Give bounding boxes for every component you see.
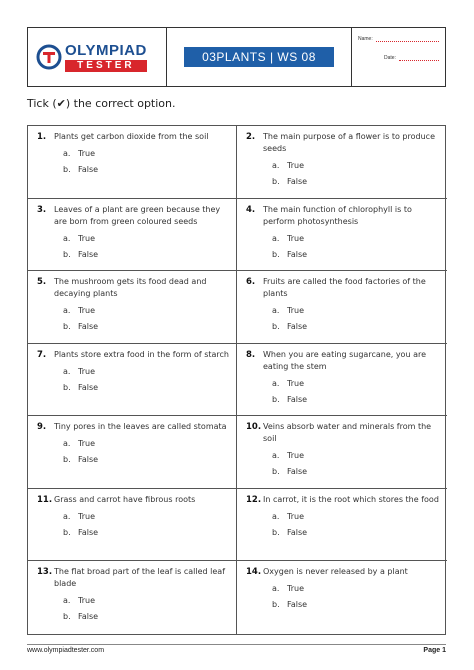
option-text: False — [78, 322, 99, 332]
question-text: Tiny pores in the leaves are called stomata — [54, 422, 227, 432]
option-text: True — [78, 306, 95, 316]
option-letter: b. — [63, 455, 71, 465]
question-number: 14. — [246, 567, 262, 578]
question-cell — [237, 126, 447, 199]
option-letter: a. — [63, 233, 71, 243]
option-letter: a. — [272, 378, 280, 388]
option-letter: b. — [272, 249, 280, 259]
option-true[interactable] — [63, 364, 230, 380]
options-list — [272, 376, 441, 408]
options-list — [63, 436, 230, 468]
option-false[interactable] — [63, 380, 230, 396]
question-number: 4. — [246, 204, 256, 215]
option-letter: b. — [272, 527, 280, 537]
option-text: True — [78, 596, 95, 606]
question-number: 13. — [37, 567, 53, 578]
name-field[interactable] — [358, 36, 439, 42]
option-text: False — [287, 177, 308, 186]
option-text: True — [287, 378, 304, 388]
option-text: False — [78, 249, 99, 259]
question-text: Plants store extra food in the form of starch — [54, 349, 230, 359]
question-cell — [237, 489, 447, 562]
question — [37, 349, 230, 361]
question-text: Plants get carbon dioxide from the soil — [54, 132, 209, 141]
option-text: True — [78, 511, 95, 521]
option-letter: a. — [63, 439, 71, 449]
option-letter: b. — [63, 612, 71, 622]
question-cell — [28, 344, 237, 417]
question — [246, 204, 441, 228]
option-false[interactable] — [272, 174, 441, 190]
question-text: The flat broad part of the leaf is called leaf blade — [54, 567, 226, 589]
question-text: When you are eating sugarcane, you are eating the stem — [263, 349, 427, 371]
option-false[interactable] — [63, 525, 230, 541]
question-number: 11. — [37, 494, 53, 505]
logo — [28, 28, 167, 86]
option-text: True — [78, 149, 95, 158]
option-letter: b. — [272, 600, 280, 610]
question-cell — [237, 561, 447, 634]
option-text: False — [287, 600, 308, 610]
options-list — [63, 364, 230, 396]
question-cell — [28, 489, 237, 562]
option-true[interactable] — [63, 146, 230, 162]
option-letter: a. — [272, 233, 280, 243]
question-text: Veins absorb water and minerals from the soil — [263, 422, 432, 444]
options-list — [63, 593, 230, 625]
option-false[interactable] — [272, 597, 441, 613]
option-letter: a. — [272, 306, 280, 316]
question-cell — [28, 416, 237, 489]
option-false[interactable] — [272, 319, 441, 335]
meta-cell — [352, 28, 445, 86]
question — [246, 566, 441, 578]
option-false[interactable] — [272, 392, 441, 408]
option-letter: a. — [272, 584, 280, 594]
worksheet-title: 03PLANTS | WS 08 — [184, 47, 334, 67]
question-text: Leaves of a plant are green because they are born from green coloured seeds — [54, 204, 221, 226]
olympiad-tester-logo-icon — [36, 44, 62, 70]
question — [37, 276, 230, 300]
question-number: 9. — [37, 422, 47, 433]
question-number: 2. — [246, 132, 256, 142]
option-text: True — [287, 584, 304, 594]
option-true[interactable] — [272, 231, 441, 247]
option-text: True — [287, 451, 304, 461]
options-list — [63, 146, 230, 178]
option-true[interactable] — [272, 303, 441, 319]
option-true[interactable] — [272, 158, 441, 174]
question — [246, 276, 441, 300]
question-text: Grass and carrot have fibrous roots — [54, 494, 196, 504]
option-text: True — [78, 233, 95, 243]
option-letter: b. — [272, 467, 280, 477]
question-text: The mushroom gets its food dead and decaying plants — [54, 277, 207, 299]
question — [246, 494, 441, 506]
question — [246, 421, 441, 445]
option-text: False — [287, 249, 308, 259]
question — [37, 131, 230, 143]
title-cell — [167, 28, 352, 86]
date-label: Date: — [384, 55, 396, 61]
option-text: False — [78, 612, 99, 622]
question-number: 5. — [37, 277, 47, 288]
options-list — [272, 509, 441, 541]
options-list — [63, 303, 230, 335]
option-text: True — [78, 366, 95, 376]
option-letter: a. — [63, 149, 71, 158]
option-text: False — [78, 382, 99, 392]
option-true[interactable] — [272, 509, 441, 525]
option-letter: a. — [272, 161, 280, 170]
options-list — [272, 231, 441, 263]
name-label: Name: — [358, 36, 373, 42]
question-cell — [237, 199, 447, 272]
option-text: False — [78, 165, 99, 174]
options-list — [63, 231, 230, 263]
option-false[interactable] — [63, 452, 230, 468]
question-text: In carrot, it is the root which stores the food — [263, 494, 439, 504]
option-letter: a. — [63, 511, 71, 521]
question-text: Fruits are called the food factories of the plants — [263, 277, 426, 299]
option-text: False — [78, 527, 99, 537]
option-text: False — [287, 467, 308, 477]
options-list — [272, 581, 441, 613]
option-letter: a. — [272, 511, 280, 521]
option-true[interactable] — [272, 376, 441, 392]
question — [37, 204, 230, 228]
option-false[interactable] — [272, 464, 441, 480]
option-letter: b. — [63, 382, 71, 392]
name-line — [376, 38, 439, 42]
options-list — [272, 448, 441, 480]
question-number: 3. — [37, 204, 47, 215]
option-true[interactable] — [272, 581, 441, 597]
question — [246, 131, 441, 155]
question — [246, 349, 441, 373]
option-text: True — [287, 233, 304, 243]
question-cell — [28, 126, 237, 199]
option-letter: b. — [63, 165, 71, 174]
options-list — [272, 158, 441, 190]
question-cell — [28, 199, 237, 272]
option-true[interactable] — [63, 303, 230, 319]
option-true[interactable] — [63, 436, 230, 452]
question-text: The main function of chlorophyll is to perform photosynthesis — [263, 204, 412, 226]
question-text: The main purpose of a flower is to produce seeds — [263, 132, 435, 153]
date-field[interactable] — [384, 55, 439, 61]
option-letter: b. — [63, 249, 71, 259]
option-letter: b. — [272, 394, 280, 404]
question-grid — [27, 125, 446, 635]
option-letter: b. — [63, 527, 71, 537]
option-letter: a. — [272, 451, 280, 461]
option-true[interactable] — [63, 593, 230, 609]
question-cell — [237, 416, 447, 489]
question — [37, 494, 230, 506]
question-number: 12. — [246, 494, 262, 505]
option-letter: a. — [63, 366, 71, 376]
date-line — [399, 57, 439, 61]
option-text: True — [287, 161, 304, 170]
question-cell — [28, 271, 237, 344]
logo-word-tester: TESTER — [65, 60, 147, 72]
option-text: False — [287, 394, 308, 404]
question-cell — [28, 561, 237, 634]
logo-word-olympiad: OLYMPIAD — [65, 41, 147, 59]
instruction-text: Tick (✔) the correct option. — [27, 97, 176, 110]
question-cell — [237, 271, 447, 344]
question-number: 7. — [37, 349, 47, 360]
option-letter: b. — [272, 322, 280, 332]
question-number: 10. — [246, 422, 262, 433]
question-number: 1. — [37, 132, 47, 142]
option-text: False — [287, 527, 308, 537]
option-letter: a. — [63, 596, 71, 606]
question-number: 6. — [246, 277, 256, 288]
options-list — [272, 303, 441, 335]
option-letter: a. — [63, 306, 71, 316]
question-text: Oxygen is never released by a plant — [263, 567, 408, 577]
option-false[interactable] — [63, 162, 230, 178]
option-letter: b. — [63, 322, 71, 332]
option-text: False — [287, 322, 308, 332]
option-false[interactable] — [272, 525, 441, 541]
option-true[interactable] — [63, 231, 230, 247]
footer-website: www.olympiadtester.com — [27, 647, 105, 654]
option-text: False — [78, 455, 99, 465]
option-false[interactable] — [63, 609, 230, 625]
question — [37, 421, 230, 433]
option-true[interactable] — [63, 509, 230, 525]
footer-divider — [27, 644, 446, 645]
question — [37, 566, 230, 590]
options-list — [63, 509, 230, 541]
option-letter: b. — [272, 177, 280, 186]
worksheet-header — [27, 27, 446, 87]
option-false[interactable] — [63, 319, 230, 335]
question-number: 8. — [246, 349, 256, 360]
question-cell — [237, 344, 447, 417]
option-text: True — [287, 306, 304, 316]
option-false[interactable] — [63, 247, 230, 263]
option-text: True — [78, 439, 95, 449]
option-true[interactable] — [272, 448, 441, 464]
option-false[interactable] — [272, 247, 441, 263]
footer-page-number: Page 1 — [423, 647, 446, 654]
option-text: True — [287, 511, 304, 521]
